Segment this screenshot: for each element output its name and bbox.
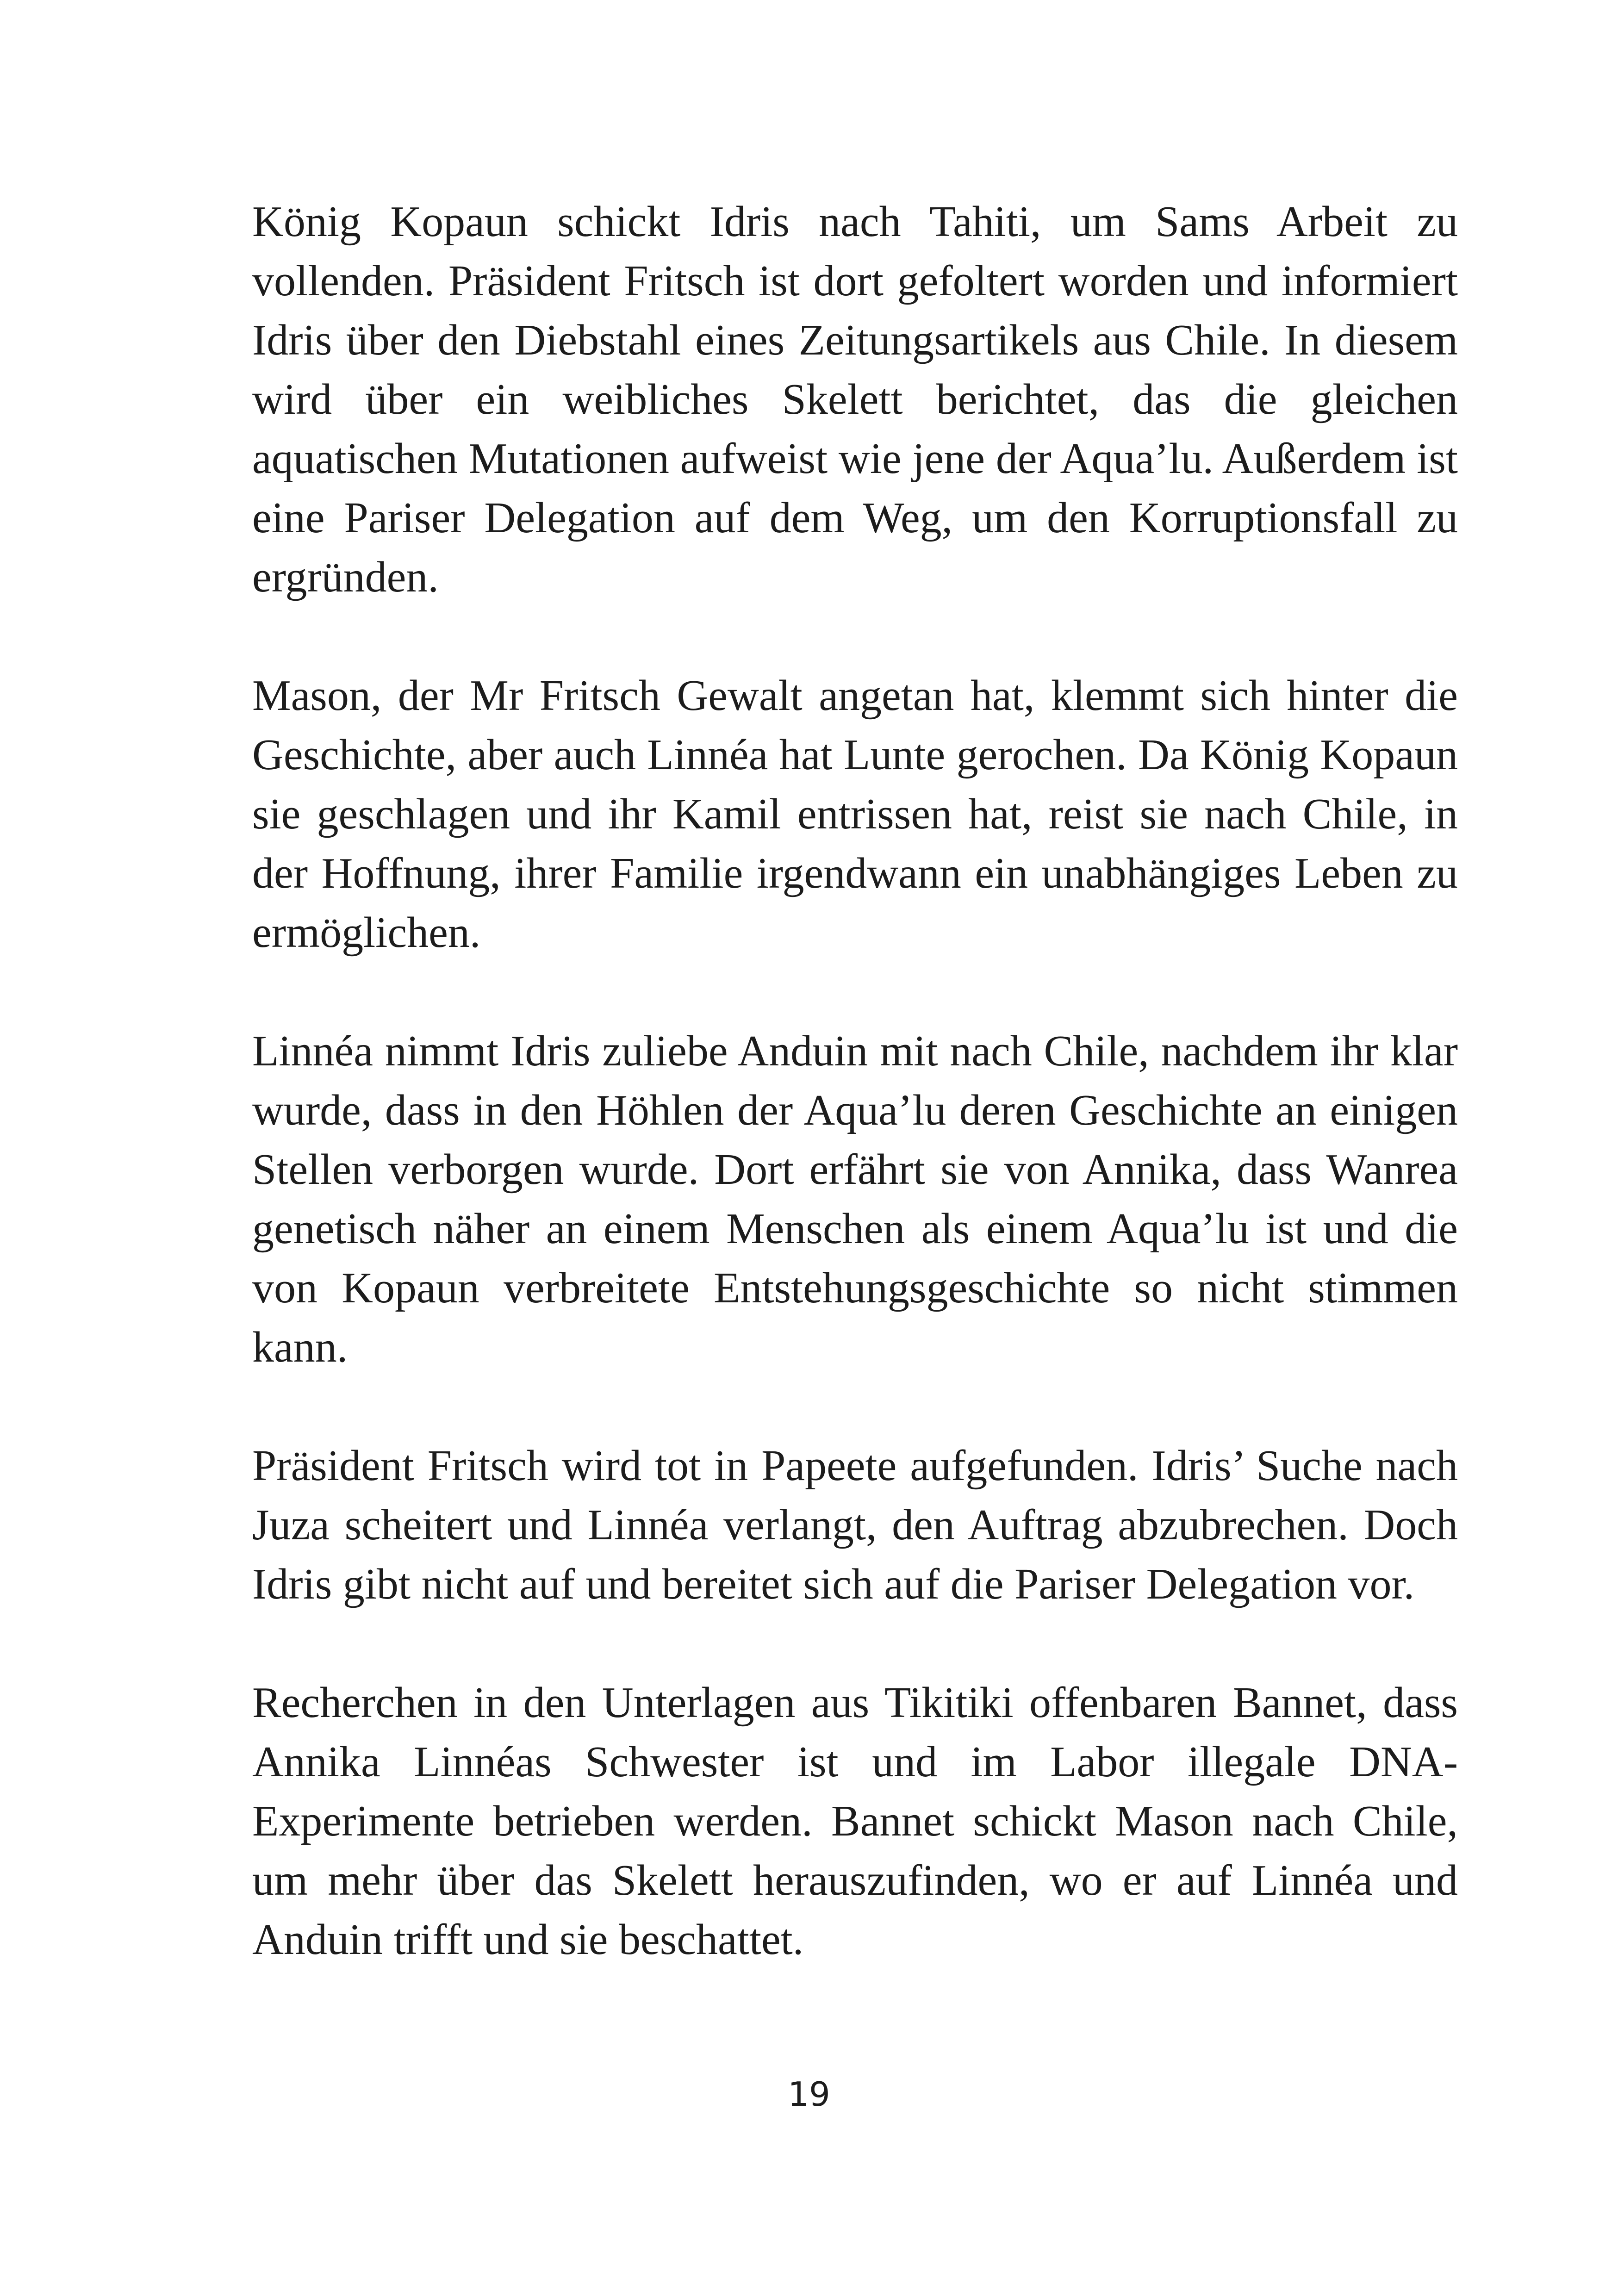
paragraph-5: Recherchen in den Unterlagen aus Tikitiki offenbaren Bannet, dass Annika Linnéas Schwester ist und im Labor illegale DNA-Experimente betrieben werden. Bannet schickt Mason nach Chile, um mehr über das Skelett herauszufinden, wo er auf Linnéa und Anduin trifft und sie beschattet. [252,1679,1458,1964]
body-text [252,192,1458,2028]
paragraph-1: König Kopaun schickt Idris nach Tahiti, um Sams Arbeit zu vollenden. Präsident Fritsch ist dort gefoltert worden und informiert Idris über den Diebstahl eines Zeitungsartikels aus Chile. In diesem wird über ein weibliches Skelett berichtet, das die gleichen aquatischen Mutationen aufweist wie jene der Aqua’lu. Außerdem ist eine Pariser Delegation auf dem Weg, um den Korruptionsfall zu ergründen. [252,198,1458,601]
paragraph-4: Präsident Fritsch wird tot in Papeete aufgefunden. Idris’ Suche nach Juza scheitert und Linnéa verlangt, den Auftrag abzubrechen. Doch Idris gibt nicht auf und bereitet sich auf die Pariser Delegation vor. [252,1442,1458,1608]
paragraph-2: Mason, der Mr Fritsch Gewalt angetan hat, klemmt sich hinter die Geschichte, aber auch Linnéa hat Lunte gerochen. Da König Kopaun sie geschlagen und ihr Kamil entrissen hat, reist sie nach Chile, in der Hoffnung, ihrer Familie irgendwann ein unabhängiges Leben zu ermöglichen. [252,672,1458,957]
paragraph-3: Linnéa nimmt Idris zuliebe Anduin mit nach Chile, nachdem ihr klar wurde, dass in den Höhlen der Aqua’lu deren Geschichte an einigen Stellen verborgen wurde. Dort erfährt sie von Annika, dass Wanrea genetisch näher an einem Menschen als einem Aqua’lu ist und die von Kopaun verbreitete Entstehungsgeschichte so nicht stimmen kann. [252,1027,1458,1371]
page-number: 19 [788,2075,830,2114]
